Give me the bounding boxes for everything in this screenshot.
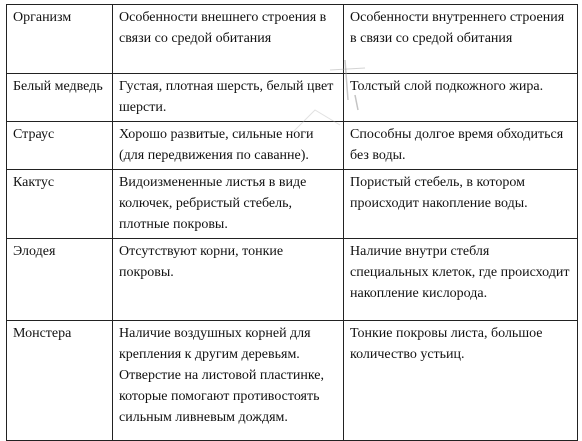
table-row [7,122,578,170]
table-row [7,321,578,441]
organism-cell: Кактус [7,170,113,239]
external-features-cell: Отсутствуют корни, тонкие покровы. [113,239,344,321]
internal-features-cell: Толстый слой подкожного жира. [344,74,578,122]
external-features-cell: Наличие воздушных корней для крепления к другим деревьям. Отверстие на листовой пластинке, которые помогают противостоять сильным ливневым дождям. [113,321,344,441]
organism-cell: Монстера [7,321,113,441]
external-features-cell: Хорошо развитые, сильные ноги (для передвижения по саванне). [113,122,344,170]
organism-cell: Элодея [7,239,113,321]
external-features-cell: Густая, плотная шерсть, белый цвет шерсти. [113,74,344,122]
table-row [7,170,578,239]
organism-cell: Страус [7,122,113,170]
table-header-row [7,5,578,74]
header-cell-external: Особенности внешнего строения в связи со средой обитания [113,5,344,74]
header-cell-organism: Организм [7,5,113,74]
table-row [7,239,578,321]
internal-features-cell: Пористый стебель, в котором происходит накопление воды. [344,170,578,239]
external-features-cell: Видоизмененные листья в виде колючек, ребристый стебель, плотные покровы. [113,170,344,239]
internal-features-cell: Наличие внутри стебля специальных клеток, где происходит накопление кислорода. [344,239,578,321]
internal-features-cell: Тонкие покровы листа, большое количество устьиц. [344,321,578,441]
internal-features-cell: Способны долгое время обходиться без воды. [344,122,578,170]
header-cell-internal: Особенности внутреннего строения в связи со средой обитания [344,5,578,74]
organism-cell: Белый медведь [7,74,113,122]
table-row [7,74,578,122]
organism-adaptation-table [6,4,578,441]
